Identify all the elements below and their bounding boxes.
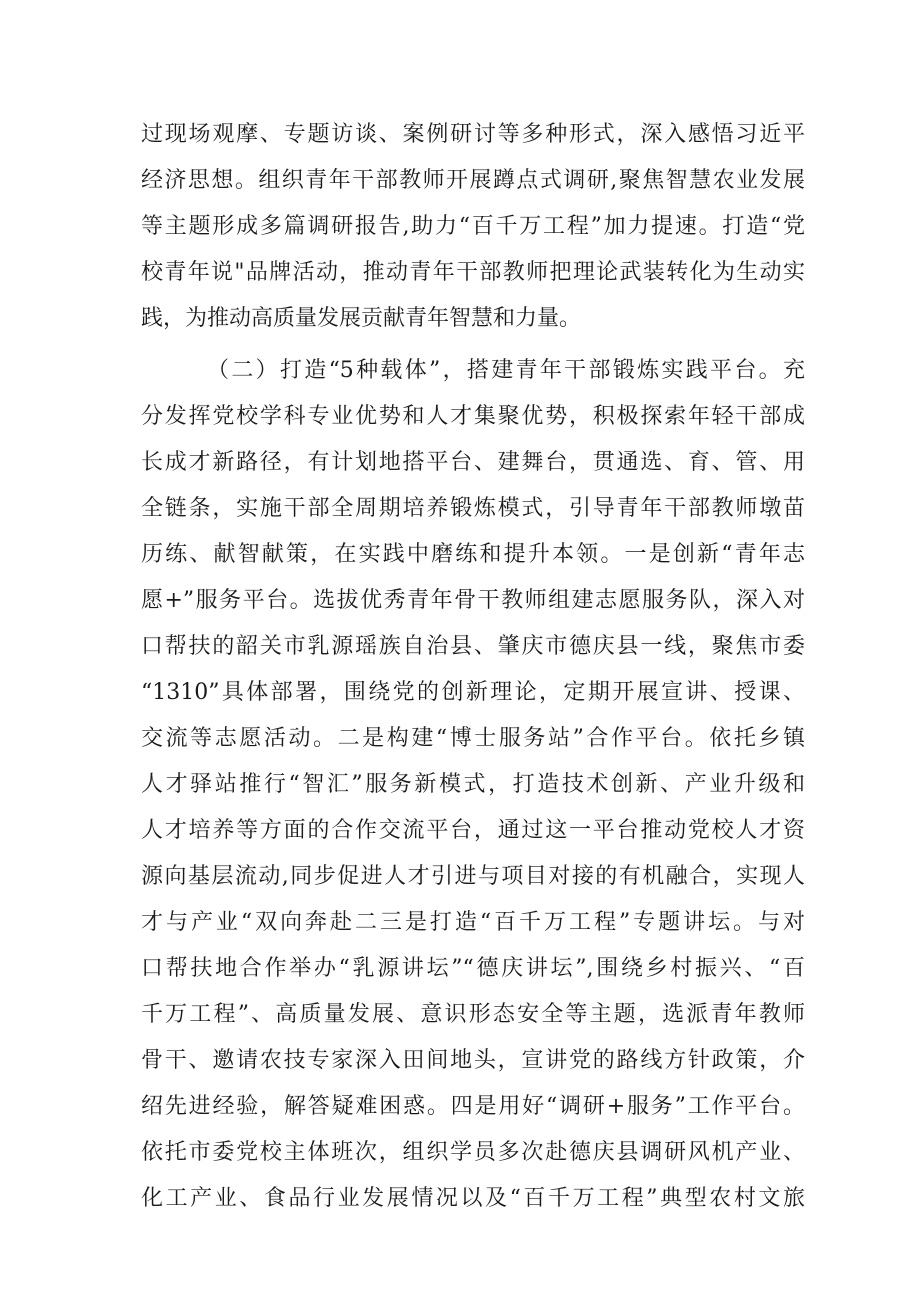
paragraph-line: 愿+”服务平台。选拔优秀青年骨干教师组建志愿服务队，深入对 bbox=[141, 588, 805, 613]
document-body bbox=[141, 112, 805, 1222]
paragraph-line: 人才培养等方面的合作交流平台，通过这一平台推动党校人才资 bbox=[141, 818, 805, 843]
paragraph-line: 口帮扶的韶关市乳源瑶族自治县、肇庆市德庆县一线，聚焦市委 bbox=[141, 634, 805, 659]
paragraph-line: 依托市委党校主体班次，组织学员多次赴德庆县调研风机产业、 bbox=[141, 1140, 805, 1165]
paragraph-line: 绍先进经验，解答疑难困惑。四是用好“调研+服务”工作平台。 bbox=[141, 1094, 805, 1119]
paragraph-line: 分发挥党校学科专业优势和人才集聚优势，积极探索年轻干部成 bbox=[141, 404, 805, 429]
paragraph-line: （二）打造“5种载体”，搭建青年干部锻炼实践平台。充 bbox=[207, 358, 805, 383]
paragraph-line: 校青年说"品牌活动，推动青年干部教师把理论武装转化为生动实 bbox=[141, 260, 805, 285]
paragraph-line: 口帮扶地合作举办“乳源讲坛”“德庆讲坛”,围绕乡村振兴、“百 bbox=[141, 956, 805, 981]
paragraph-2 bbox=[141, 348, 805, 1222]
paragraph-line: 经济思想。组织青年干部教师开展蹲点式调研,聚焦智慧农业发展 bbox=[141, 168, 805, 193]
paragraph-line: 践，为推动高质量发展贡献青年智慧和力量。 bbox=[141, 306, 582, 331]
paragraph-line: “1310”具体部署，围绕党的创新理论，定期开展宣讲、授课、 bbox=[141, 680, 805, 705]
paragraph-line: 过现场观摩、专题访谈、案例研讨等多种形式，深入感悟习近平 bbox=[141, 122, 805, 147]
paragraph-line: 人才驿站推行“智汇”服务新模式，打造技术创新、产业升级和 bbox=[141, 772, 805, 797]
paragraph-line: 骨干、邀请农技专家深入田间地头，宣讲党的路线方针政策，介 bbox=[141, 1048, 805, 1073]
paragraph-line: 等主题形成多篇调研报告,助力“百千万工程”加力提速。打造“党 bbox=[141, 214, 805, 239]
paragraph-line: 才与产业“双向奔赴二三是打造“百千万工程”专题讲坛。与对 bbox=[141, 910, 805, 935]
paragraph-line: 化工产业、食品行业发展情况以及“百千万工程”典型农村文旅 bbox=[141, 1186, 805, 1211]
paragraph-line: 千万工程”、高质量发展、意识形态安全等主题，选派青年教师 bbox=[141, 1002, 805, 1027]
paragraph-1 bbox=[141, 112, 805, 342]
paragraph-line: 源向基层流动,同步促进人才引进与项目对接的有机融合，实现人 bbox=[141, 864, 805, 889]
paragraph-line: 长成才新路径，有计划地搭平台、建舞台，贯通选、育、管、用 bbox=[141, 450, 805, 475]
paragraph-line: 交流等志愿活动。二是构建“博士服务站”合作平台。依托乡镇 bbox=[141, 726, 805, 751]
paragraph-line: 历练、献智献策，在实践中磨练和提升本领。一是创新“青年志 bbox=[141, 542, 805, 567]
paragraph-line: 全链条，实施干部全周期培养锻炼模式，引导青年干部教师墩苗 bbox=[141, 496, 805, 521]
